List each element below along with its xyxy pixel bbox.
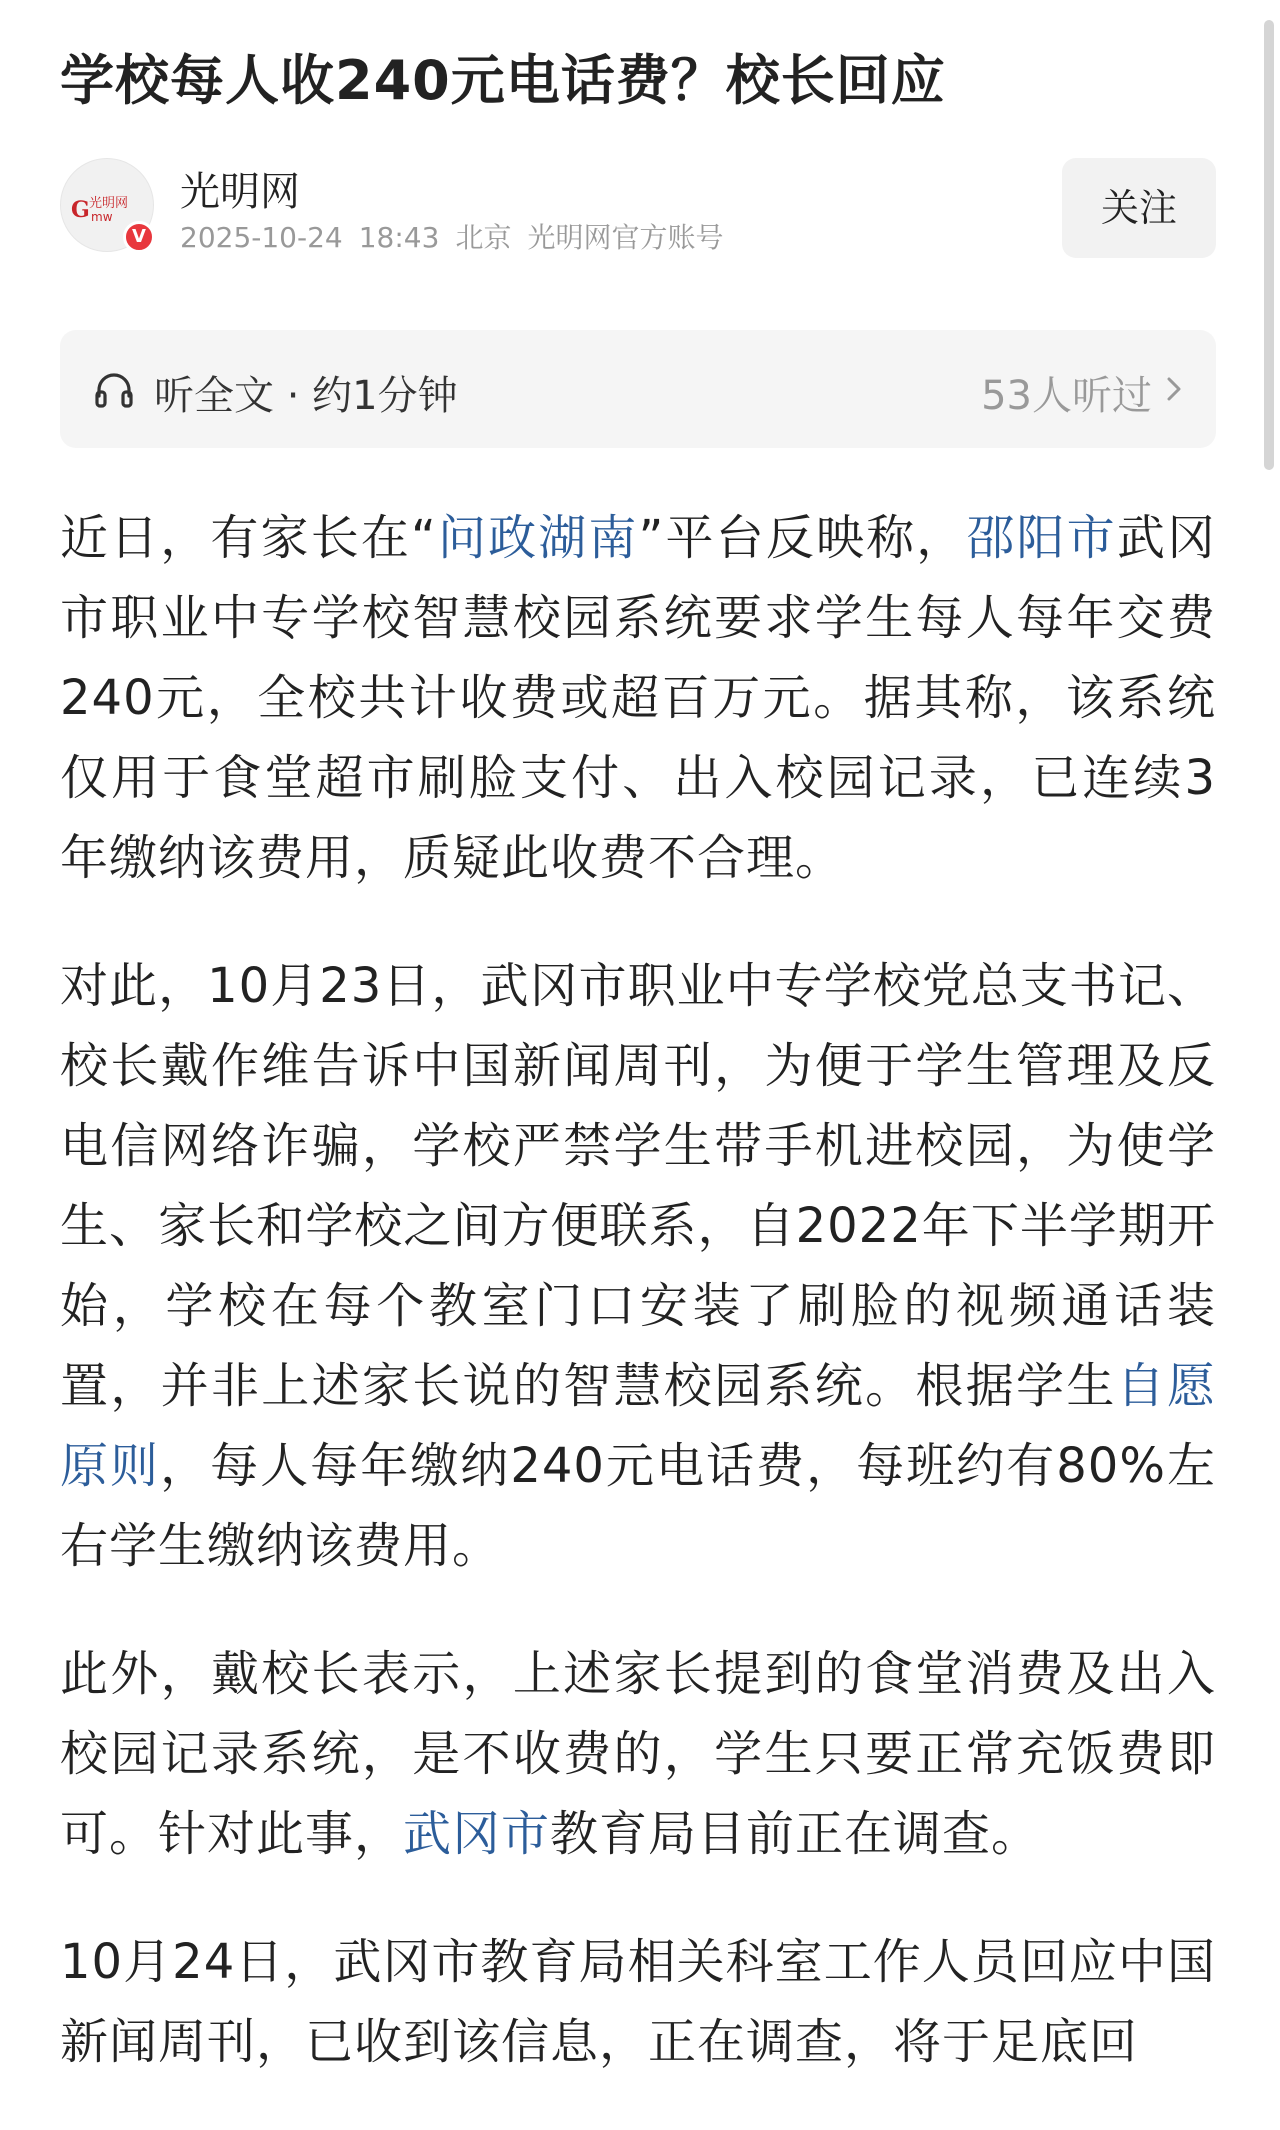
- paragraph-text: 对此，10月23日，武冈市职业中专学校党总支书记、校长戴作维告诉中国新闻周刊，为便于学生管理及反电信网络诈骗，学校严禁学生带手机进校园，为使学生、家长和学校之间方便联系，自2022年下半学期开始，学校在每个教室门口安装了刷脸的视频通话装置，并非上述家长说的智慧校园系统。根据学生: [60, 958, 1216, 1414]
- publish-date: 2025-10-24: [180, 221, 343, 254]
- author-row: [60, 158, 1216, 254]
- listen-full-text-bar[interactable]: [60, 330, 1216, 448]
- listen-label: 听全文 · 约1分钟: [154, 373, 458, 419]
- paragraph-text: 教育局目前正在调查。: [550, 1806, 1041, 1862]
- author-name[interactable]: 光明网: [180, 169, 300, 215]
- paragraph-text: 10月24日，武冈市教育局相关科室工作人员回应中国新闻周刊，已收到该信息，正在调查，将于足底回: [60, 1934, 1216, 2070]
- svg-text:mw: mw: [91, 210, 113, 224]
- inline-link[interactable]: 武冈市: [403, 1806, 551, 1862]
- article-paragraph: [60, 1634, 1216, 1874]
- svg-text:光明网: 光明网: [89, 196, 129, 211]
- scrollbar[interactable]: [1264, 20, 1274, 470]
- article-paragraph: [60, 1922, 1216, 2082]
- verified-badge: V: [123, 221, 155, 253]
- article-paragraph: [60, 498, 1216, 898]
- headphones-icon: [94, 370, 134, 408]
- inline-link[interactable]: 邵阳市: [966, 510, 1117, 566]
- author-meta: [180, 216, 739, 256]
- paragraph-text: 近日，有家长在“: [60, 510, 437, 566]
- article-title: 学校每人收240元电话费？校长回应: [60, 49, 946, 112]
- follow-button[interactable]: 关注: [1062, 158, 1216, 258]
- chevron-right-icon: [1164, 374, 1184, 404]
- inline-link[interactable]: 自愿原则: [60, 1358, 1216, 1494]
- inline-link[interactable]: 问政湖南: [436, 510, 639, 566]
- paragraph-text: ”平台反映称，: [638, 510, 967, 566]
- listen-count: 53人听过: [981, 373, 1152, 419]
- svg-text:G: G: [71, 197, 90, 223]
- article-paragraph: [60, 946, 1216, 1586]
- publish-location: 北京: [455, 221, 512, 254]
- article-body: [60, 498, 1216, 2130]
- paragraph-text: 此外，戴校长表示，上述家长提到的食堂消费及出入校园记录系统，是不收费的，学生只要正常充饭费即可。针对此事，: [60, 1646, 1216, 1862]
- account-type: 光明网官方账号: [527, 221, 724, 254]
- publish-time: 18:43: [358, 221, 440, 254]
- author-avatar[interactable]: [60, 158, 154, 252]
- paragraph-text: 武冈市职业中专学校智慧校园系统要求学生每人每年交费240元，全校共计收费或超百万元。据其称，该系统仅用于食堂超市刷脸支付、出入校园记录，已连续3年缴纳该费用，质疑此收费不合理。: [60, 510, 1216, 886]
- paragraph-text: ，每人每年缴纳240元电话费，每班约有80%左右学生缴纳该费用。: [60, 1438, 1216, 1574]
